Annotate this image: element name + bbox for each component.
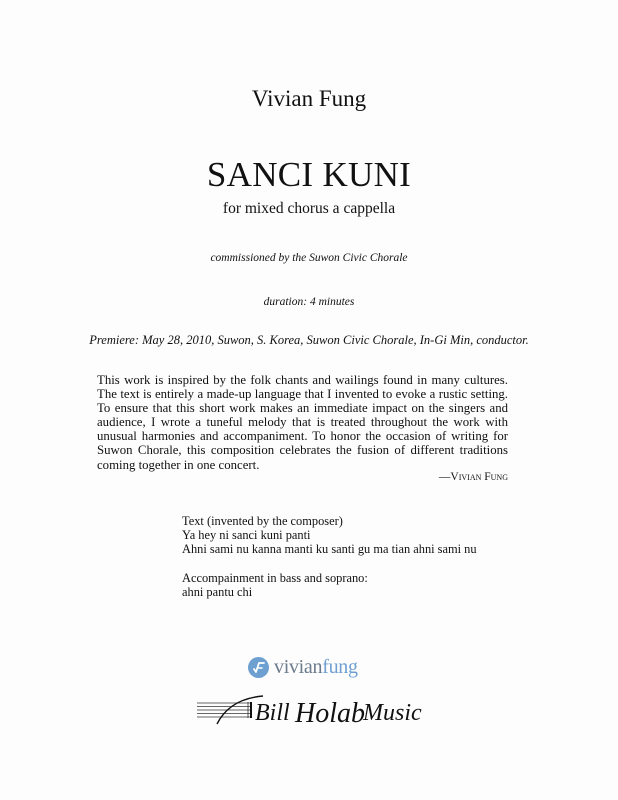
lyrics-block (182, 514, 477, 599)
vivianfung-wordmark (274, 656, 358, 679)
lyrics-line: Ya hey ni sanci kuni panti (182, 528, 311, 543)
vf-note-icon (248, 657, 269, 678)
work-title: SANCI KUNI (206, 155, 412, 194)
duration-line: duration: 4 minutes (263, 296, 355, 308)
accompaniment-line: ahni pantu chi (182, 584, 253, 599)
program-note-text: This work is inspired by the folk chants and wailings found in many cultures. The text is entirely a made-up language that I invented to evoke a rustic setting. To ensure that this short work makes an immediate impact on the singers and audience, I wrote a tuneful melody that is treated throughout the work with unusual harmonies and accompaniment. To honor the occasion of writing for Suwon Chorale, this composition celebrates the fusion of different traditions coming together in one concert. (97, 373, 508, 472)
svg-text:Bill: Bill (255, 700, 290, 726)
wordmark-part: vivian (274, 656, 323, 678)
svg-text:Music: Music (363, 700, 422, 726)
vivianfung-logo (248, 656, 358, 679)
accompaniment-heading: Accompainment in bass and soprano: (182, 570, 368, 585)
music-staff-icon (195, 690, 425, 735)
work-subtitle: for mixed chorus a cappella (222, 200, 396, 217)
commission-line: commissioned by the Suwon Civic Chorale (210, 252, 408, 264)
wordmark-part-accent: fung (322, 656, 358, 678)
bill-holab-music-logo (195, 690, 425, 740)
lyrics-heading: Text (invented by the composer) (182, 514, 343, 528)
program-note-signature: —Vivian Fung (438, 471, 508, 483)
composer-name: Vivian Fung (251, 86, 367, 111)
lyrics-line: Ahni sami nu kanna manti ku santi gu ma tian ahni sami nu (182, 542, 477, 557)
svg-text:Holab: Holab (295, 698, 365, 729)
spacer (182, 557, 477, 571)
premiere-line: Premiere: May 28, 2010, Suwon, S. Korea, Suwon Civic Chorale, In-Gi Min, conductor. (89, 333, 529, 347)
program-note (97, 373, 508, 472)
